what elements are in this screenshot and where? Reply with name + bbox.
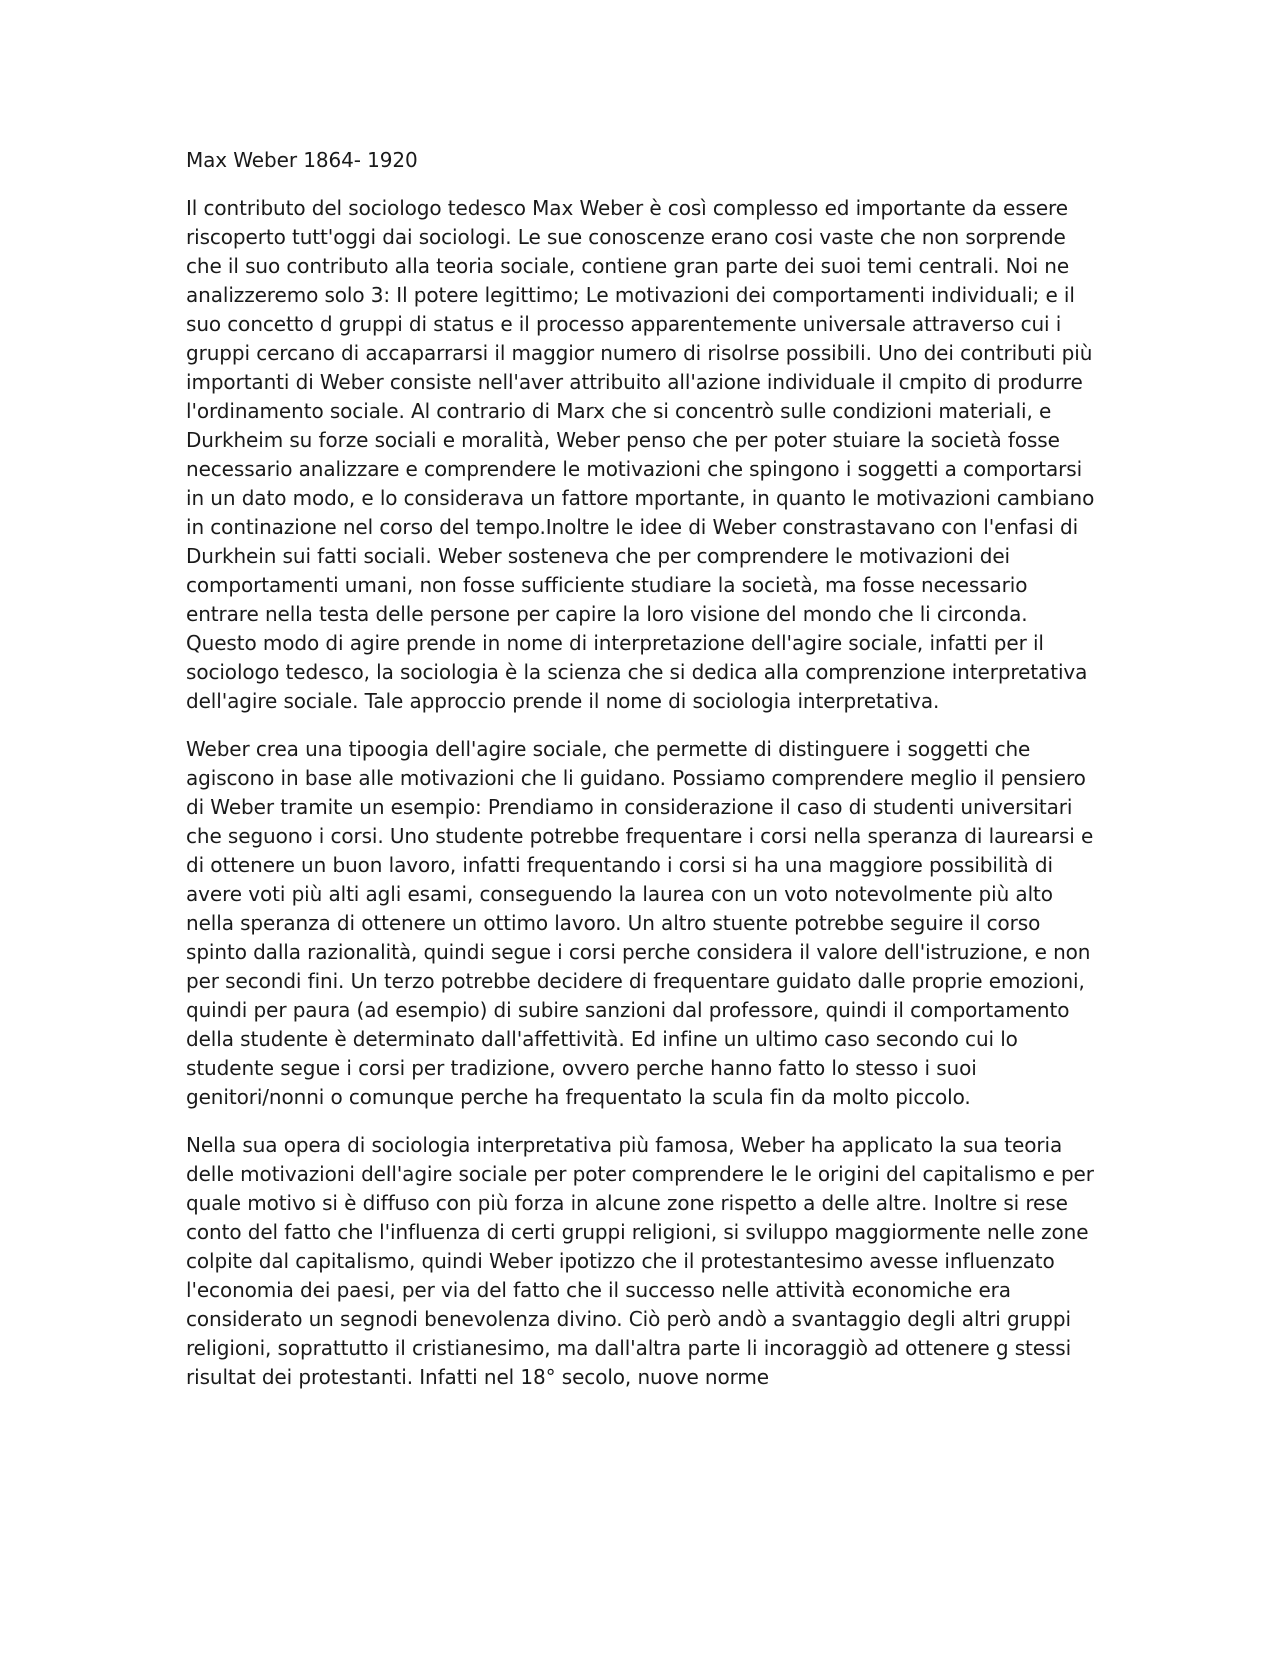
document-body — [186, 146, 1096, 1411]
paragraph-1: Il contributo del sociologo tedesco Max Weber è così complesso ed importante da essere riscoperto tutt'oggi dai sociologi. Le sue conoscenze erano cosi vaste che non sorprende che il suo contributo alla teoria sociale, contiene gran parte dei suoi temi centrali. Noi ne analizzeremo solo 3: Il potere legittimo; Le motivazioni dei comportamenti individuali; e il suo concetto d gruppi di status e il processo apparentemente universale attraverso cui i gruppi cercano di accaparrarsi il maggior numero di risolrse possibili. Uno dei contributi più importanti di Weber consiste nell'aver attribuito all'azione individuale il cmpito di produrre l'ordinamento sociale. Al contrario di Marx che si concentrò sulle condizioni materiali, e Durkheim su forze sociali e moralità, Weber penso che per poter stuiare la società fosse necessario analizzare e comprendere le motivazioni che spingono i soggetti a comportarsi in un dato modo, e lo considerava un fattore mportante, in quanto le motivazioni cambiano in continazione nel corso del tempo.Inoltre le idee di Weber constrastavano con l'enfasi di Durkhein sui fatti sociali. Weber sosteneva che per comprendere le motivazioni dei comportamenti umani, non fosse sufficiente studiare la società, ma fosse necessario entrare nella testa delle persone per capire la loro visione del mondo che li circonda. Questo modo di agire prende in nome di interpretazione dell'agire sociale, infatti per il sociologo tedesco, la sociologia è la scienza che si dedica alla comprenzione interpretativa dell'agire sociale. Tale approccio prende il nome di sociologia interpretativa. — [186, 196, 1095, 713]
paragraph-3: Nella sua opera di sociologia interpretativa più famosa, Weber ha applicato la sua teoria delle motivazioni dell'agire sociale per poter comprendere le le origini del capitalismo e per quale motivo si è diffuso con più forza in alcune zone rispetto a delle altre. Inoltre si rese conto del fatto che l'influenza di certi gruppi religioni, si sviluppo maggiormente nelle zone colpite dal capitalismo, quindi Weber ipotizzo che il protestantesimo avesse influenzato l'economia dei paesi, per via del fatto che il successo nelle attività economiche era considerato un segnodi benevolenza divino. Ciò però andò a svantaggio degli altri gruppi religioni, soprattutto il cristianesimo, ma dall'altra parte li incoraggiò ad ottenere g stessi risultat dei protestanti. Infatti nel 18° secolo, nuove norme — [186, 1133, 1094, 1389]
document-title: Max Weber 1864- 1920 — [186, 148, 418, 172]
paragraph-2: Weber crea una tipoogia dell'agire sociale, che permette di distinguere i soggetti che agiscono in base alle motivazioni che li guidano. Possiamo comprendere meglio il pensiero di Weber tramite un esempio: Prendiamo in considerazione il caso di studenti universitari che seguono i corsi. Uno studente potrebbe frequentare i corsi nella speranza di laurearsi e di ottenere un buon lavoro, infatti frequentando i corsi si ha una maggiore possibilità di avere voti più alti agli esami, conseguendo la laurea con un voto notevolmente più alto nella speranza di ottenere un ottimo lavoro. Un altro stuente potrebbe seguire il corso spinto dalla razionalità, quindi segue i corsi perche considera il valore dell'istruzione, e non per secondi fini. Un terzo potrebbe decidere di frequentare guidato dalle proprie emozioni, quindi per paura (ad esempio) di subire sanzioni dal professore, quindi il comportamento della studente è determinato dall'affettività. Ed infine un ultimo caso secondo cui lo studente segue i corsi per tradizione, ovvero perche hanno fatto lo stesso i suoi genitori/nonni o comunque perche ha frequentato la scula fin da molto piccolo. — [186, 737, 1094, 1109]
